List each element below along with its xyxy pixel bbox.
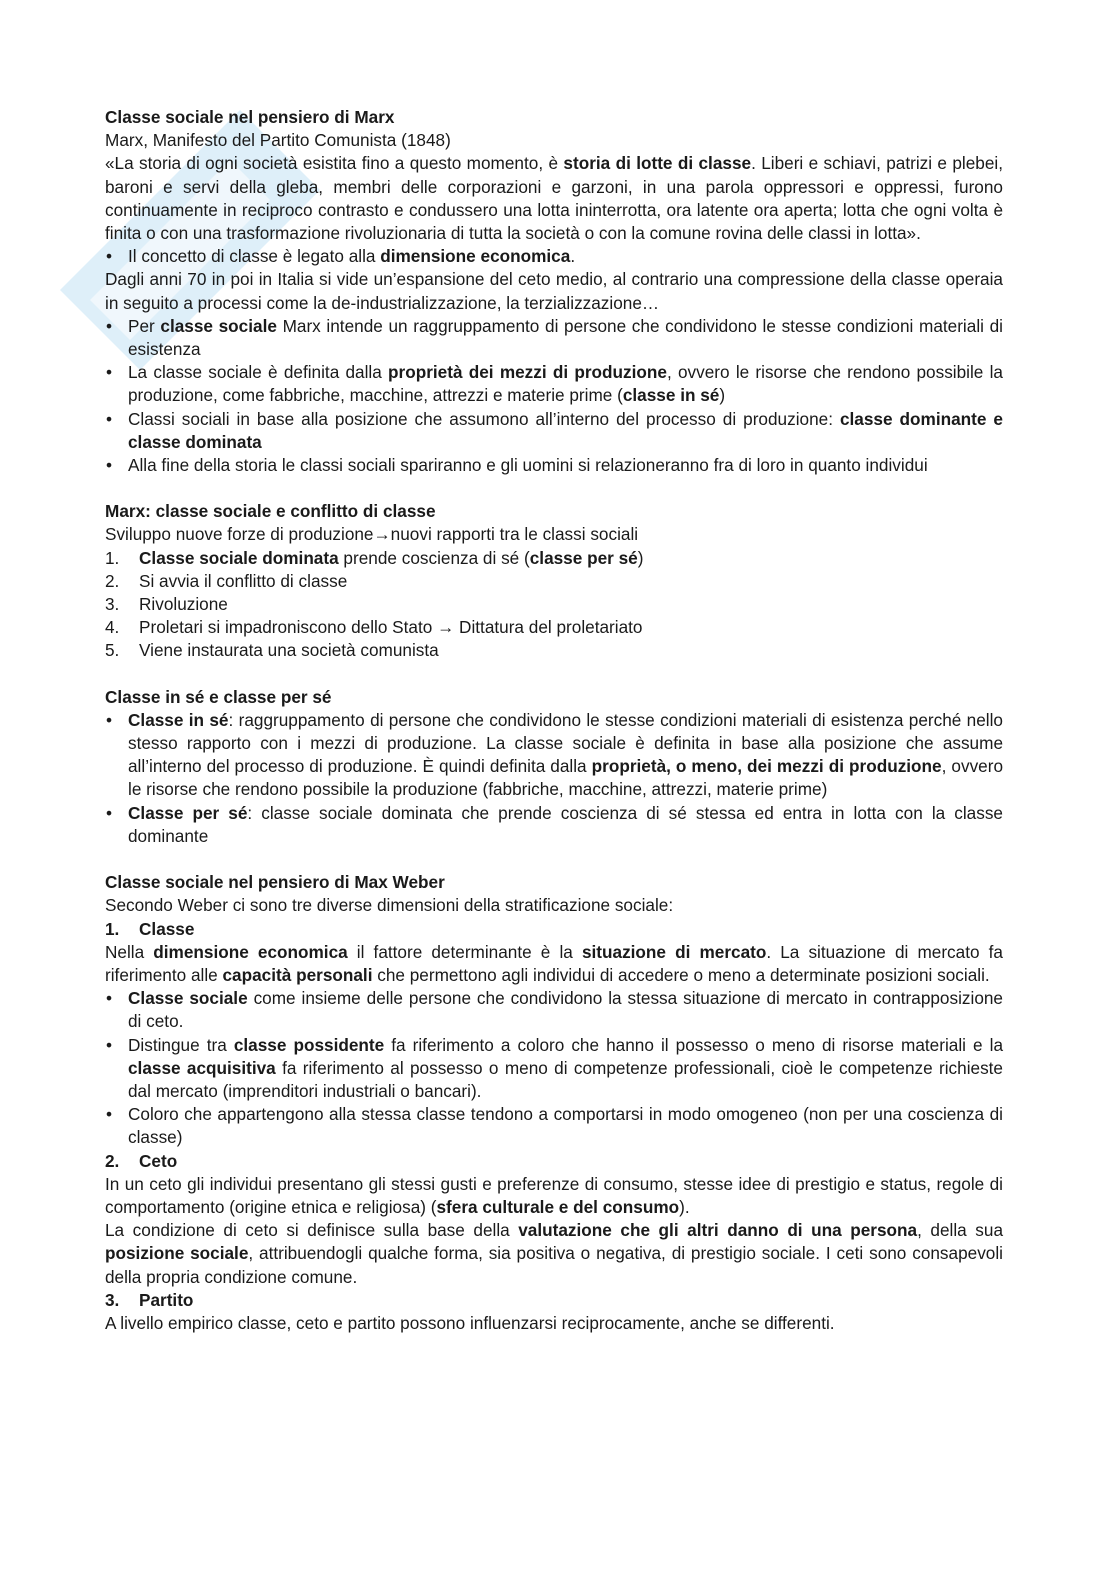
section-title-conflict: Marx: classe sociale e conflitto di classe <box>105 501 436 522</box>
list-item: • Distingue tra classe possidente fa riferimento a coloro che hanno il possesso o meno di risorse materiali e la classe acquisitiva fa riferimento al possesso o meno di competenze professionali, cioè le competenze richieste dal mercato (imprenditori industriali o bancari). <box>105 1034 1003 1104</box>
numbered-item: 1. Classe sociale dominata prende coscienza di sé (classe per sé) <box>105 547 644 568</box>
conflict-intro: Sviluppo nuove forze di produzione→nuovi rapporti tra le classi sociali <box>105 524 639 545</box>
weber-intro: Secondo Weber ci sono tre diverse dimensioni della stratificazione sociale: <box>105 895 674 916</box>
ceto-paragraph-1: In un ceto gli individui presentano gli stessi gusti e preferenze di consumo, stesse idee di prestigio e status, regole di comportamento (origine etnica e religiosa) (sfera culturale e del consumo). <box>105 1173 1003 1217</box>
numbered-item: 3. Rivoluzione <box>105 594 228 615</box>
numbered-heading-classe: 1. Classe <box>105 918 195 939</box>
list-item: • Alla fine della storia le classi sociali spariranno e gli uomini si relazioneranno fra di loro in quanto individui <box>105 454 1003 477</box>
list-item: • La classe sociale è definita dalla proprietà dei mezzi di produzione, ovvero le risorse che rendono possibile la produzione, come fabbriche, macchine, attrezzi e materie prime (classe in sé) <box>105 361 1003 407</box>
classe-paragraph: Nella dimensione economica il fattore determinante è la situazione di mercato. La situazione di mercato fa riferimento alle capacità personali che permettono agli individui di accedere o meno a determinate posizioni sociali. <box>105 941 1003 985</box>
section-title-marx: Classe sociale nel pensiero di Marx <box>105 107 395 127</box>
list-item: • Per classe sociale Marx intende un raggruppamento di persone che condividono le stesse condizioni materiali di esistenza <box>105 315 1003 361</box>
partito-paragraph: A livello empirico classe, ceto e partito possono influenzarsi reciprocamente, anche se differenti. <box>105 1312 835 1333</box>
numbered-item: 5. Viene instaurata una società comunista <box>105 640 439 661</box>
numbered-heading-ceto: 2. Ceto <box>105 1150 178 1171</box>
numbered-item: 4. Proletari si impadroniscono dello Stato → Dittatura del proletariato <box>105 617 643 638</box>
list-item: • Classi sociali in base alla posizione che assumono all’interno del processo di produzione: classe dominante e classe dominata <box>105 408 1003 454</box>
ceto-paragraph-2: La condizione di ceto si definisce sulla base della valutazione che gli altri danno di una persona, della sua posizione sociale, attribuendogli qualche forma, sia positiva o negativa, di prestigio sociale. I ceti sono consapevoli della propria condizione comune. <box>105 1220 1003 1287</box>
source-line: Marx, Manifesto del Partito Comunista (1848) <box>105 130 451 151</box>
section-title-weber: Classe sociale nel pensiero di Max Weber <box>105 872 445 893</box>
list-item: • Coloro che appartengono alla stessa classe tendono a comportarsi in modo omogeneo (non per una coscienza di classe) <box>105 1103 1003 1149</box>
section-title-in-se: Classe in sé e classe per sé <box>105 686 332 707</box>
numbered-heading-partito: 3. Partito <box>105 1289 194 1310</box>
paragraph-70s: Dagli anni 70 in poi in Italia si vide un’espansione del ceto medio, al contrario una compressione della classe operaia in seguito a processi come la de-industrializzazione, la terzializzazione… <box>105 269 1003 313</box>
marx-quote: «La storia di ogni società esistita fino a questo momento, è storia di lotte di classe. Liberi e schiavi, patrizi e plebei, baroni e servi della gleba, membri delle corporazioni e garzoni, in una parola oppressori e oppressi, furono continuamente in reciproco contrasto e condussero una lotta ininterrotta, ora latente ora aperta; lotta che ogni volta è finita o con una trasformazione rivoluzionaria di tutta la società o con la comune rovina delle classi in lotta». <box>105 153 1004 244</box>
numbered-item: 2. Si avvia il conflitto di classe <box>105 570 348 591</box>
list-item: • Il concetto di classe è legato alla dimensione economica. <box>105 245 1003 268</box>
list-item: • Classe in sé: raggruppamento di persone che condividono le stesse condizioni materiali di esistenza perché nello stesso rapporto con i mezzi di produzione. La classe sociale è definita in base alla posizione che assume all’interno del processo di produzione. È quindi definita dalla proprietà, o meno, dei mezzi di produzione, ovvero le risorse che rendono possibile la produzione (fabbriche, macchine, attrezzi, materie prime) <box>105 709 1003 802</box>
document-body <box>105 106 1003 1335</box>
list-item: • Classe sociale come insieme delle persone che condividono la stessa situazione di mercato in contrapposizione di ceto. <box>105 987 1003 1033</box>
list-item: • Classe per sé: classe sociale dominata che prende coscienza di sé stessa ed entra in lotta con la classe dominante <box>105 802 1003 848</box>
